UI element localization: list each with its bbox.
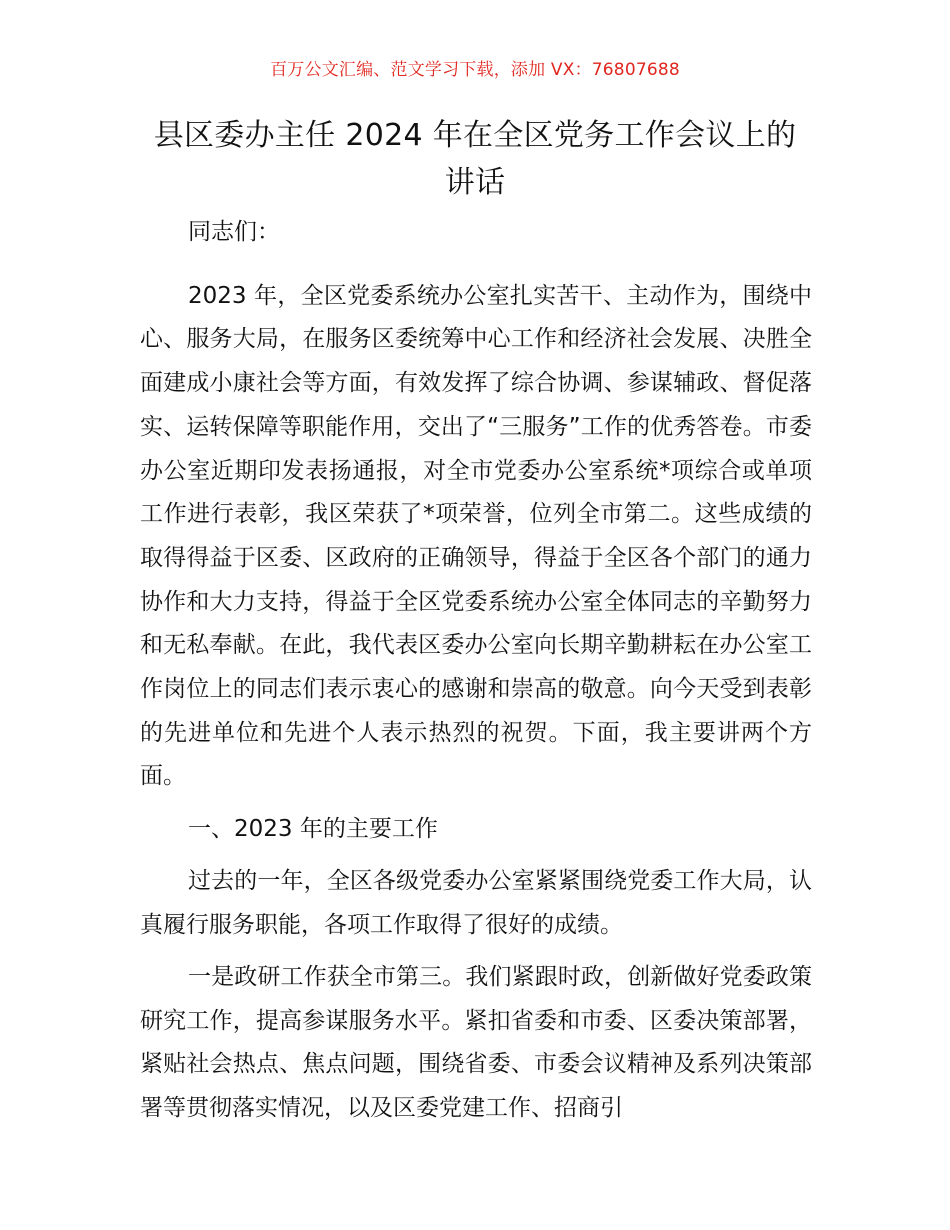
document-title: 县区委办主任 2024 年在全区党务工作会议上的讲话 xyxy=(153,118,797,200)
paragraph-intro: 2023 年，全区党委系统办公室扎实苦干、主动作为，围绕中心、服务大局，在服务区委统筹中心工作和经济社会发展、决胜全面建成小康社会等方面，有效发挥了综合协调、参谋辅政、督促落实、运转保障等职能作用，交出了“三服务”工作的优秀答卷。市委办公室近期印发表扬通报，对全市党委办公室系统*项综合或单项工作进行表彰，我区荣获了*项荣誉，位列全市第二。这些成绩的取得得益于区委、区政府的正确领导，得益于全区各个部门的通力协作和大力支持，得益于全区党委系统办公室全体同志的辛勤努力和无私奉献。在此，我代表区委办公室向长期辛勤耕耘在办公室工作岗位上的同志们表示衷心的感谢和崇高的敬意。向今天受到表彰的先进单位和先进个人表示热烈的祝贺。下面，我主要讲两个方面。 xyxy=(140,282,812,790)
paragraph-summary: 过去的一年，全区各级党委办公室紧紧围绕党委工作大局，认真履行服务职能，各项工作取得了很好的成绩。 xyxy=(140,868,812,938)
header-banner: 百万公文汇编、范文学习下载，添加 VX：76807688 xyxy=(270,60,680,80)
section-heading: 一、2023 年的主要工作 xyxy=(188,815,438,842)
salutation: 同志们： xyxy=(188,219,280,245)
paragraph-point-one: 一是政研工作获全市第三。我们紧跟时政，创新做好党委政策研究工作，提高参谋服务水平。紧扣省委和市委、区委决策部署，紧贴社会热点、焦点问题，围绕省委、市委会议精神及系列决策部署等贯彻落实情况，以及区委党建工作、招商引 xyxy=(140,964,812,1122)
document-body xyxy=(140,211,812,1139)
